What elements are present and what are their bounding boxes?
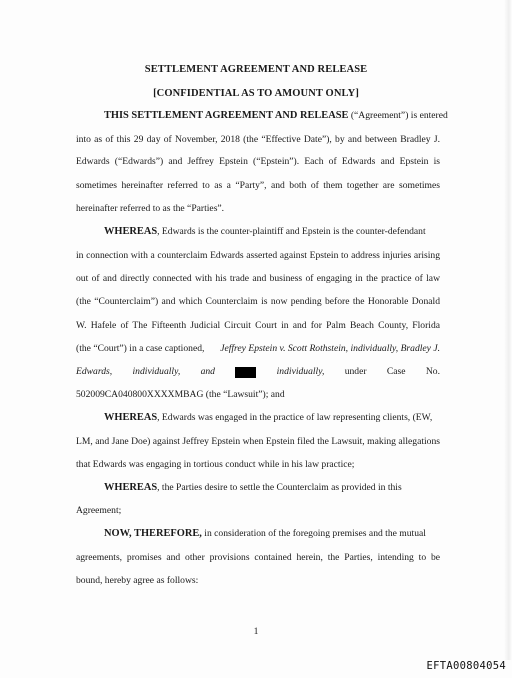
paragraph-1-line-5: hereinafter referred to as the “Parties”. — [76, 203, 225, 214]
redaction-block — [235, 367, 256, 378]
paragraph-2-line-3: out of and directly connected with his trade and business of engaging in the practice of law — [76, 273, 440, 284]
paragraph-5-line-2: agreements, promises and other provisions contained herein, the Parties, intending to be — [76, 552, 440, 563]
paragraph-1-line-4: sometimes hereinafter referred to as a “Party”, and both of them together are sometimes — [76, 180, 440, 191]
document-subtitle: [CONFIDENTIAL AS TO AMOUNT ONLY] — [153, 88, 359, 99]
paragraph-2-line-4: (the “Counterclaim”) and which Counterclaim is now pending before the Honorable Donald — [76, 296, 440, 307]
paragraph-1-line-3: Edwards (“Edwards”) and Jeffrey Epstein (“Epstein”). Each of Edwards and Epstein is — [76, 156, 440, 167]
paragraph-3-line-1: WHEREAS, Edwards was engaged in the practice of law representing clients, (EW, — [104, 412, 433, 423]
page-number: 1 — [253, 626, 259, 637]
paragraph-1-line-2: into as of this 29 day of November, 2018 (the “Effective Date”), by and between Bradley J. — [76, 134, 440, 145]
paragraph-2-line-6: (the “Court”) in a case captioned, Jeffrey Epstein v. Scott Rothstein, individually, Bradley J. — [76, 343, 440, 354]
paragraph-2-line-5: W. Hafele of The Fifteenth Judicial Circuit Court in and for Palm Beach County, Florida — [76, 320, 440, 331]
paragraph-3-line-2: LM, and Jane Doe) against Jeffrey Epstein when Epstein filed the Lawsuit, making allegations — [76, 436, 440, 447]
document-title: SETTLEMENT AGREEMENT AND RELEASE — [144, 64, 368, 75]
paragraph-2-line-7: Edwards, individually, and individually, under Case No. — [76, 366, 440, 377]
paragraph-1-lead: THIS SETTLEMENT AGREEMENT AND RELEASE — [104, 110, 349, 121]
bates-number: EFTA00804054 — [426, 660, 506, 672]
paragraph-5-line-1: NOW, THEREFORE, in consideration of the foregoing premises and the mutual — [104, 528, 426, 539]
paragraph-5-line-3: bound, hereby agree as follows: — [76, 575, 199, 586]
paragraph-1-line-1: THIS SETTLEMENT AGREEMENT AND RELEASE (“Agreement”) is entered — [104, 110, 448, 121]
paragraph-4-line-1: WHEREAS, the Parties desire to settle the Counterclaim as provided in this — [104, 482, 402, 493]
paragraph-4-lead: WHEREAS — [104, 482, 158, 493]
paragraph-2-lead: WHEREAS — [104, 226, 158, 237]
paragraph-4-line-2: Agreement; — [76, 505, 122, 516]
paragraph-3-line-3: that Edwards was engaging in tortious conduct while in his law practice; — [76, 459, 355, 470]
paragraph-2-line-1: WHEREAS, Edwards is the counter-plaintiff and Epstein is the counter-defendant — [104, 226, 426, 237]
paragraph-3-lead: WHEREAS — [104, 412, 158, 423]
paragraph-2-line-2: in connection with a counterclaim Edwards asserted against Epstein to address injuries arising — [76, 250, 440, 261]
paragraph-2-line-8: 502009CA040800XXXXMBAG (the “Lawsuit”); and — [76, 389, 285, 400]
paragraph-5-lead: NOW, THEREFORE, — [104, 528, 202, 539]
scan-edge-shading — [504, 0, 512, 660]
